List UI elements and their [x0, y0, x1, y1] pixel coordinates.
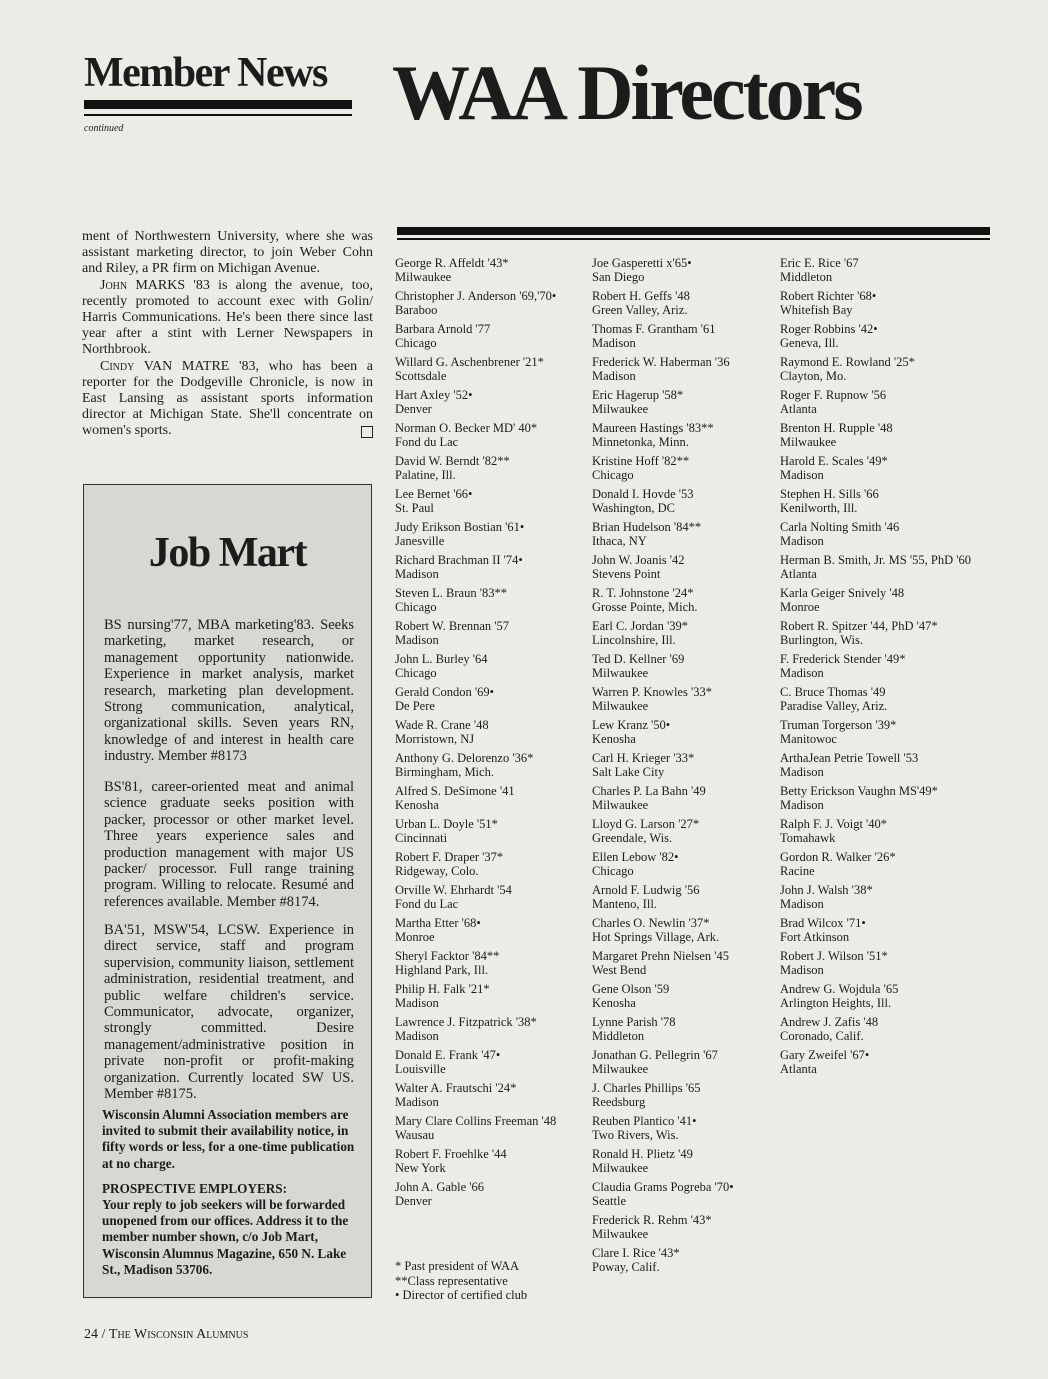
director-name: Warren P. Knowles '33* [592, 685, 712, 699]
news-paragraph: John MARKS '83 is along the avenue, too, recently promoted to account exec with Golin/ Harris Communications. He's been there since last year after a stint with Lerner Newspapers in Northbrook. [82, 277, 373, 358]
director-entry [592, 553, 782, 581]
director-entry [395, 784, 585, 812]
director-name: Willard G. Aschenbrener '21* [395, 355, 544, 369]
director-entry [592, 256, 782, 284]
continued-label: continued [84, 123, 124, 134]
job-ad: BS nursing'77, MBA marketing'83. Seeks marketing, market research, or management opportunity nationwide. Experience in market analysis, market research, marketing plan development. Strong communication, analytical, organizational skills. Seven years RN, knowledge of and interest in health care industry. Member #8173 [104, 617, 354, 765]
director-location: Highland Park, Ill. [395, 963, 489, 978]
director-entry [592, 421, 782, 449]
director-name: David W. Berndt '82** [395, 454, 510, 468]
director-name: Richard Brachman II '74• [395, 553, 523, 567]
director-location: Baraboo [395, 303, 438, 318]
director-name: Robert J. Wilson '51* [780, 949, 888, 963]
director-location: Fond du Lac [395, 897, 459, 912]
director-entry [395, 1147, 585, 1175]
director-entry [395, 652, 585, 680]
director-entry [592, 685, 782, 713]
director-location: Madison [592, 369, 636, 384]
director-name: John A. Gable '66 [395, 1180, 485, 1194]
director-location: Chicago [592, 864, 634, 879]
director-entry [395, 289, 585, 317]
director-name: Gene Olson '59 [592, 982, 670, 996]
member-news-title: Member News [84, 50, 327, 96]
director-entry [780, 487, 970, 515]
director-location: St. Paul [395, 501, 434, 516]
director-entry [395, 355, 585, 383]
legend-item: **Class representative [395, 1273, 508, 1288]
director-entry [780, 685, 970, 713]
director-location: Reedsburg [592, 1095, 646, 1110]
director-entry [592, 718, 782, 746]
director-entry [395, 1114, 585, 1142]
director-entry [592, 1246, 782, 1274]
director-entry [592, 454, 782, 482]
director-location: Cincinnati [395, 831, 448, 846]
directors-column-3 [780, 256, 970, 1081]
news-paragraph: Cindy VAN MATRE '83, who has been a reporter for the Dodgeville Chronicle, is now in East Lansing as assistant sports information director at Michigan State. She'll concentrate on women's sports. [82, 358, 373, 439]
legend-item: • Director of certified club [395, 1288, 528, 1303]
director-entry [395, 619, 585, 647]
director-entry [592, 586, 782, 614]
director-location: Milwaukee [592, 1227, 649, 1242]
director-location: Milwaukee [592, 1062, 649, 1077]
director-location: Monroe [395, 930, 435, 945]
director-entry [780, 256, 970, 284]
director-name: ArthaJean Petrie Towell '53 [780, 751, 919, 765]
director-name: Ronald H. Plietz '49 [592, 1147, 693, 1161]
director-location: San Diego [592, 270, 645, 285]
director-name: Karla Geiger Snively '48 [780, 586, 905, 600]
director-location: Madison [395, 633, 439, 648]
director-location: Scottsdale [395, 369, 447, 384]
director-entry [395, 487, 585, 515]
director-name: Ted D. Kellner '69 [592, 652, 685, 666]
waa-bar [397, 227, 990, 235]
director-entry [395, 520, 585, 548]
director-entry [395, 1015, 585, 1043]
director-location: De Pere [395, 699, 435, 714]
director-location: Madison [395, 996, 439, 1011]
director-entry [780, 619, 970, 647]
director-entry [592, 916, 782, 944]
director-name: Roger F. Rupnow '56 [780, 388, 887, 402]
director-name: Charles P. La Bahn '49 [592, 784, 706, 798]
director-name: Betty Erickson Vaughn MS'49* [780, 784, 938, 798]
director-name: Ralph F. J. Voigt '40* [780, 817, 888, 831]
director-location: Madison [592, 336, 636, 351]
director-entry [592, 1213, 782, 1241]
director-entry [780, 751, 970, 779]
director-entry [592, 289, 782, 317]
director-location: New York [395, 1161, 446, 1176]
director-name: Raymond E. Rowland '25* [780, 355, 915, 369]
director-location: Milwaukee [592, 1161, 649, 1176]
director-location: West Bend [592, 963, 647, 978]
job-mart-box [83, 484, 372, 1298]
director-location: Poway, Calif. [592, 1260, 660, 1275]
director-location: Green Valley, Ariz. [592, 303, 688, 318]
director-entry [592, 487, 782, 515]
director-name: Andrew G. Wojdula '65 [780, 982, 899, 996]
employers-heading: PROSPECTIVE EMPLOYERS: [102, 1181, 288, 1196]
director-location: Milwaukee [395, 270, 452, 285]
member-news-rule [84, 114, 352, 116]
director-location: Clayton, Mo. [780, 369, 847, 384]
director-location: Ithaca, NY [592, 534, 647, 549]
director-location: Milwaukee [592, 666, 649, 681]
director-entry [780, 421, 970, 449]
director-location: Stevens Point [592, 567, 661, 582]
director-location: Wausau [395, 1128, 435, 1143]
directors-column-1 [395, 256, 585, 1213]
director-entry [592, 982, 782, 1010]
director-location: Birmingham, Mich. [395, 765, 494, 780]
director-entry [780, 1048, 970, 1076]
director-entry [780, 355, 970, 383]
director-entry [395, 751, 585, 779]
director-name: Herman B. Smith, Jr. MS '55, PhD '60 [780, 553, 971, 567]
director-location: Atlanta [780, 567, 817, 582]
director-entry [592, 1114, 782, 1142]
director-name: Brad Wilcox '71• [780, 916, 866, 930]
director-name: Stephen H. Sills '66 [780, 487, 879, 501]
director-entry [592, 784, 782, 812]
director-location: Kenosha [592, 732, 636, 747]
director-name: Charles O. Newlin '37* [592, 916, 710, 930]
employers-text: Your reply to job seekers will be forwarded unopened from our offices. Address it to the member number shown, c/o Job Mart, Wisconsin Alumnus Magazine, 650 N. Lake St., Madison 53706. [102, 1197, 349, 1277]
director-name: Gordon R. Walker '26* [780, 850, 896, 864]
director-name: Frederick W. Haberman '36 [592, 355, 730, 369]
director-name: Donald I. Hovde '53 [592, 487, 694, 501]
director-entry [780, 322, 970, 350]
director-location: Madison [780, 897, 824, 912]
director-name: Orville W. Ehrhardt '54 [395, 883, 512, 897]
director-entry [592, 1048, 782, 1076]
director-location: Fort Atkinson [780, 930, 850, 945]
director-location: Two Rivers, Wis. [592, 1128, 679, 1143]
director-name: Carla Nolting Smith '46 [780, 520, 900, 534]
director-location: Kenosha [395, 798, 439, 813]
director-location: Louisville [395, 1062, 446, 1077]
director-entry [592, 850, 782, 878]
director-name: Philip H. Falk '21* [395, 982, 490, 996]
director-entry [592, 322, 782, 350]
director-entry [592, 817, 782, 845]
director-name: Roger Robbins '42• [780, 322, 878, 336]
director-name: Margaret Prehn Nielsen '45 [592, 949, 730, 963]
director-name: John J. Walsh '38* [780, 883, 873, 897]
director-location: Madison [395, 567, 439, 582]
director-name: Lynne Parish '78 [592, 1015, 676, 1029]
director-location: Washington, DC [592, 501, 676, 516]
director-entry [592, 949, 782, 977]
director-location: Grosse Pointe, Mich. [592, 600, 698, 615]
director-name: Eric Hagerup '58* [592, 388, 684, 402]
director-location: Milwaukee [592, 402, 649, 417]
director-entry [395, 817, 585, 845]
submission-notice: Wisconsin Alumni Association members are invited to submit their availability notice, in fifty words or less, for a one-time publication at no charge. [102, 1107, 355, 1171]
director-location: Madison [780, 963, 824, 978]
director-entry [395, 322, 585, 350]
director-location: Chicago [395, 666, 437, 681]
director-name: Judy Erikson Bostian '61• [395, 520, 525, 534]
director-entry [395, 1048, 585, 1076]
director-location: Lincolnshire, Ill. [592, 633, 676, 648]
director-name: Robert H. Geffs '48 [592, 289, 690, 303]
director-name: Christopher J. Anderson '69,'70• [395, 289, 557, 303]
director-entry [395, 916, 585, 944]
job-ad: BA'51, MSW'54, LCSW. Experience in direct service, staff and program supervision, community liaison, settlement administration, residential treatment, and public welfare children's service. Communicator, advocate, organizer, strongly committed. Desire management/administrative position in private non-profit or profit-making organization. Currently located SW US. Member #8175. [104, 922, 354, 1103]
director-entry [780, 982, 970, 1010]
waa-rule [397, 238, 990, 240]
job-mart-title: Job Mart [148, 530, 307, 576]
director-location: Madison [780, 534, 824, 549]
waa-directors-title: WAA Directors [392, 49, 861, 136]
director-name: John L. Burley '64 [395, 652, 488, 666]
director-entry [592, 883, 782, 911]
director-name: Robert Richter '68• [780, 289, 877, 303]
director-name: Sheryl Facktor '84** [395, 949, 500, 963]
director-name: Jonathan G. Pellegrin '67 [592, 1048, 718, 1062]
director-entry [395, 883, 585, 911]
director-name: Eric E. Rice '67 [780, 256, 859, 270]
director-location: Kenilworth, Ill. [780, 501, 858, 516]
director-entry [395, 256, 585, 284]
director-location: Manitowoc [780, 732, 837, 747]
director-entry [395, 1081, 585, 1109]
director-location: Palatine, Ill. [395, 468, 456, 483]
director-location: Madison [780, 666, 824, 681]
director-location: Morristown, NJ [395, 732, 475, 747]
director-entry [395, 685, 585, 713]
director-entry [780, 553, 970, 581]
director-name: Urban L. Doyle '51* [395, 817, 498, 831]
director-name: Ellen Lebow '82• [592, 850, 679, 864]
director-location: Minnetonka, Minn. [592, 435, 689, 450]
director-name: George R. Affeldt '43* [395, 256, 509, 270]
director-entry [592, 1180, 782, 1208]
director-location: Kenosha [592, 996, 636, 1011]
director-location: Hot Springs Village, Ark. [592, 930, 720, 945]
director-entry [592, 1015, 782, 1043]
member-news-bar [84, 100, 352, 109]
director-entry [592, 388, 782, 416]
directors-legend [395, 1259, 527, 1303]
director-entry [592, 751, 782, 779]
director-name: Wade R. Crane '48 [395, 718, 489, 732]
director-location: Madison [780, 765, 824, 780]
director-entry [780, 652, 970, 680]
director-location: Milwaukee [592, 699, 649, 714]
director-location: Monroe [780, 600, 820, 615]
directors-column-2 [592, 256, 782, 1279]
end-mark [361, 426, 373, 438]
director-name: Joe Gasperetti x'65• [592, 256, 692, 270]
director-entry [780, 817, 970, 845]
director-location: Whitefish Bay [780, 303, 853, 318]
director-name: Thomas F. Grantham '61 [592, 322, 716, 336]
director-name: Norman O. Becker MD' 40* [395, 421, 538, 435]
director-name: Harold E. Scales '49* [780, 454, 888, 468]
director-name: Reuben Plantico '41• [592, 1114, 697, 1128]
director-location: Chicago [395, 336, 437, 351]
director-location: Geneva, Ill. [780, 336, 839, 351]
page-footer [84, 1327, 248, 1343]
director-name: Earl C. Jordan '39* [592, 619, 688, 633]
director-name: Martha Etter '68• [395, 916, 481, 930]
director-entry [395, 553, 585, 581]
director-name: J. Charles Phillips '65 [592, 1081, 701, 1095]
director-entry [395, 421, 585, 449]
director-entry [592, 1147, 782, 1175]
director-location: Middleton [592, 1029, 645, 1044]
director-entry [395, 850, 585, 878]
job-ad: BS'81, career-oriented meat and animal science graduate seeks position with packer, processor or other market level. Three years experience sales and production management with major US packer/ processor. Full range training program. Willing to relocate. Resumé and references available. Member #8174. [104, 779, 354, 910]
director-location: Denver [395, 402, 432, 417]
director-name: Clare I. Rice '43* [592, 1246, 680, 1260]
director-name: Walter A. Frautschi '24* [395, 1081, 517, 1095]
director-location: Chicago [592, 468, 634, 483]
director-location: Madison [780, 468, 824, 483]
director-name: F. Frederick Stender '49* [780, 652, 906, 666]
director-name: Alfred S. DeSimone '41 [395, 784, 515, 798]
director-name: Carl H. Krieger '33* [592, 751, 695, 765]
director-entry [395, 586, 585, 614]
director-name: Kristine Hoff '82** [592, 454, 690, 468]
director-location: Madison [395, 1095, 439, 1110]
director-name: R. T. Johnstone '24* [592, 586, 694, 600]
director-name: Robert R. Spitzer '44, PhD '47* [780, 619, 938, 633]
director-location: Atlanta [780, 1062, 817, 1077]
director-location: Madison [780, 798, 824, 813]
director-name: Lew Kranz '50• [592, 718, 671, 732]
director-entry [592, 652, 782, 680]
director-name: Claudia Grams Pogreba '70• [592, 1180, 734, 1194]
director-location: Manteno, Ill. [592, 897, 657, 912]
director-name: Hart Axley '52• [395, 388, 473, 402]
director-name: Frederick R. Rehm '43* [592, 1213, 712, 1227]
director-location: Milwaukee [780, 435, 837, 450]
director-location: Madison [395, 1029, 439, 1044]
director-entry [780, 916, 970, 944]
director-location: Milwaukee [592, 798, 649, 813]
director-location: Denver [395, 1194, 432, 1209]
director-location: Chicago [395, 600, 437, 615]
director-name: Gerald Condon '69• [395, 685, 494, 699]
director-entry [780, 784, 970, 812]
director-name: Brenton H. Rupple '48 [780, 421, 893, 435]
director-name: Robert W. Brennan '57 [395, 619, 510, 633]
director-location: Salt Lake City [592, 765, 665, 780]
director-name: Anthony G. Delorenzo '36* [395, 751, 534, 765]
director-entry [780, 949, 970, 977]
director-name: John W. Joanis '42 [592, 553, 685, 567]
director-entry [592, 1081, 782, 1109]
director-location: Tomahawk [780, 831, 836, 846]
director-entry [395, 1180, 585, 1208]
director-location: Racine [780, 864, 815, 879]
director-entry [592, 619, 782, 647]
member-news-body [82, 229, 373, 440]
director-name: Truman Torgerson '39* [780, 718, 897, 732]
director-location: Coronado, Calif. [780, 1029, 864, 1044]
director-location: Paradise Valley, Ariz. [780, 699, 888, 714]
director-location: Seattle [592, 1194, 627, 1209]
director-entry [780, 454, 970, 482]
director-entry [395, 982, 585, 1010]
director-name: Lee Bernet '66• [395, 487, 473, 501]
news-paragraph: ment of Northwestern University, where she was assistant marketing director, to join Weber Cohn and Riley, a PR firm on Michigan Avenue. [82, 229, 373, 277]
director-entry [780, 289, 970, 317]
director-entry [395, 388, 585, 416]
director-name: Gary Zweifel '67• [780, 1048, 870, 1062]
publication-name: The Wisconsin Alumnus [108, 1327, 249, 1342]
director-entry [780, 718, 970, 746]
director-name: Lloyd G. Larson '27* [592, 817, 700, 831]
director-location: Janesville [395, 534, 445, 549]
director-name: Robert F. Draper '37* [395, 850, 504, 864]
director-name: Steven L. Braun '83** [395, 586, 507, 600]
director-name: Brian Hudelson '84** [592, 520, 702, 534]
director-location: Fond du Lac [395, 435, 459, 450]
director-entry [395, 718, 585, 746]
director-name: C. Bruce Thomas '49 [780, 685, 886, 699]
director-entry [780, 520, 970, 548]
director-entry [395, 949, 585, 977]
director-location: Burlington, Wis. [780, 633, 863, 648]
director-name: Maureen Hastings '83** [592, 421, 714, 435]
director-name: Donald E. Frank '47• [395, 1048, 501, 1062]
legend-item: * Past president of WAA [395, 1259, 520, 1273]
director-location: Middleton [780, 270, 833, 285]
director-name: Andrew J. Zafis '48 [780, 1015, 879, 1029]
director-entry [780, 388, 970, 416]
director-entry [780, 586, 970, 614]
director-location: Ridgeway, Colo. [395, 864, 479, 879]
director-entry [780, 1015, 970, 1043]
director-location: Greendale, Wis. [592, 831, 673, 846]
director-name: Barbara Arnold '77 [395, 322, 491, 336]
director-entry [780, 883, 970, 911]
director-name: Robert F. Froehlke '44 [395, 1147, 507, 1161]
director-name: Arnold F. Ludwig '56 [592, 883, 700, 897]
director-name: Lawrence J. Fitzpatrick '38* [395, 1015, 537, 1029]
director-location: Arlington Heights, Ill. [780, 996, 892, 1011]
director-name: Mary Clare Collins Freeman '48 [395, 1114, 557, 1128]
page-number: 24 / [84, 1327, 109, 1342]
director-location: Atlanta [780, 402, 817, 417]
director-entry [592, 520, 782, 548]
director-entry [395, 454, 585, 482]
director-entry [780, 850, 970, 878]
director-entry [592, 355, 782, 383]
